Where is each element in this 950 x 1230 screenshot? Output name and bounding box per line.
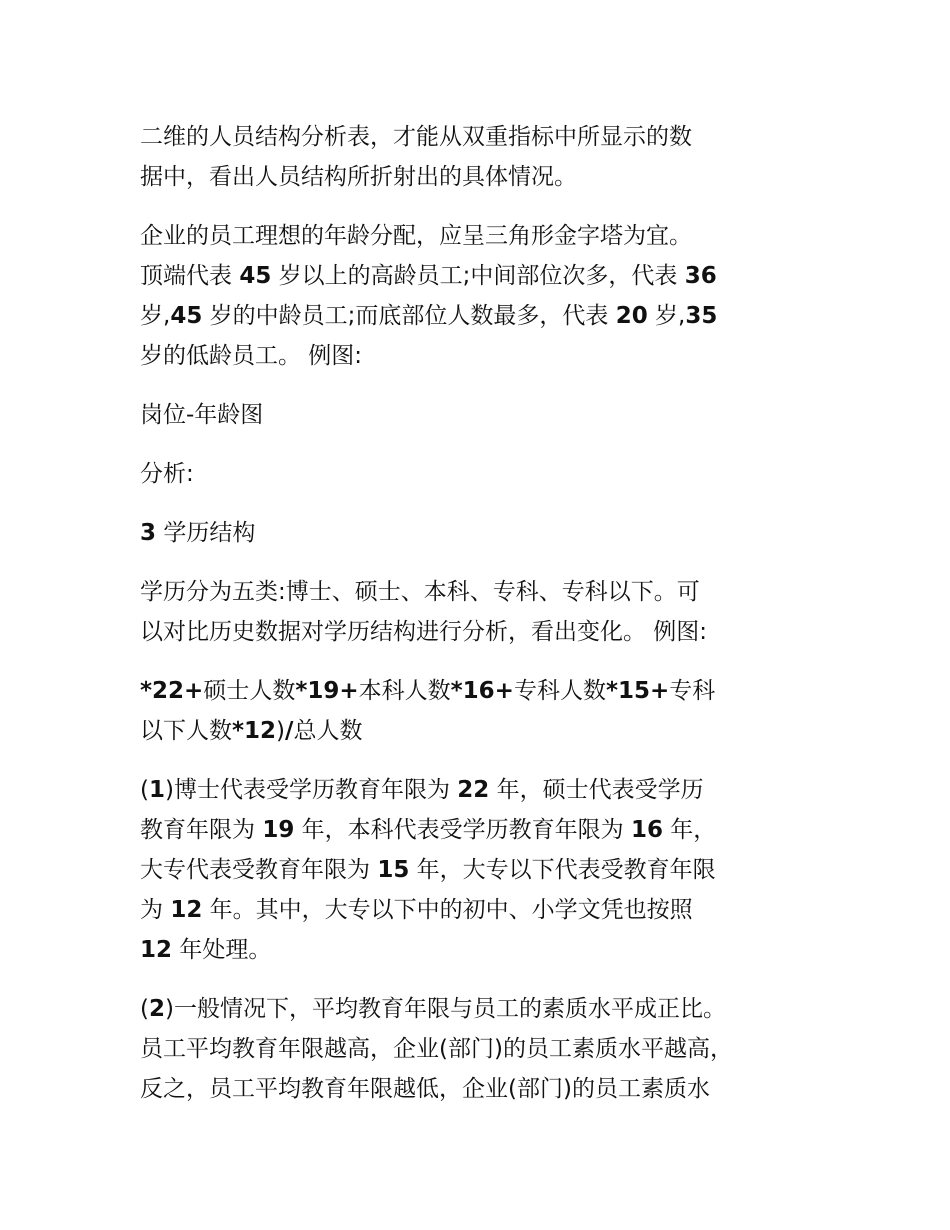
emphasized-number: *19+ bbox=[295, 678, 359, 704]
emphasized-number: 45 bbox=[239, 263, 272, 289]
emphasized-number: *15+ bbox=[605, 678, 670, 704]
emphasized-number: 45 bbox=[170, 303, 203, 329]
emphasized-number: 3 bbox=[140, 520, 157, 546]
text-line: 岁,45 岁的中龄员工;而底部位人数最多，代表 20 岁,35 bbox=[140, 303, 718, 329]
paragraph-note-1 bbox=[140, 770, 840, 970]
text-line: 以下人数*12)/总人数 bbox=[140, 718, 363, 744]
emphasized-number: 15 bbox=[377, 857, 410, 883]
text-line: 岁的低龄员工。 例图: bbox=[140, 343, 363, 369]
paragraph-analysis-label bbox=[140, 454, 840, 494]
section-heading-education bbox=[140, 513, 840, 553]
text-line: 3 学历结构 bbox=[140, 520, 256, 546]
paragraph-chart-caption bbox=[140, 395, 840, 435]
emphasized-number: *22+ bbox=[140, 678, 204, 704]
text-line: 以对比历史数据对学历结构进行分析，看出变化。 例图: bbox=[140, 619, 708, 645]
emphasized-number: 36 bbox=[684, 263, 717, 289]
emphasized-number: 12 bbox=[140, 937, 173, 963]
paragraph-note-2 bbox=[140, 989, 840, 1109]
text-line: *22+硕士人数*19+本科人数*16+专科人数*15+专科 bbox=[140, 678, 716, 704]
paragraph-structure-table bbox=[140, 117, 840, 197]
text-line: 企业的员工理想的年龄分配，应呈三角形金字塔为宜。 bbox=[140, 223, 692, 249]
emphasized-number: 12 bbox=[170, 897, 203, 923]
text-line: 大专代表受教育年限为 15 年，大专以下代表受教育年限 bbox=[140, 857, 716, 883]
emphasized-number: *12 bbox=[232, 718, 277, 744]
emphasized-number: / bbox=[285, 718, 294, 744]
emphasized-number: 35 bbox=[685, 303, 718, 329]
emphasized-number: 19 bbox=[262, 817, 295, 843]
paragraph-age-distribution bbox=[140, 216, 840, 376]
text-line: 据中，看出人员结构所折射出的具体情况。 bbox=[140, 164, 577, 190]
text-line: 12 年处理。 bbox=[140, 937, 272, 963]
emphasized-number: *16+ bbox=[450, 678, 514, 704]
text-line: (1)博士代表受学历教育年限为 22 年，硕士代表受学历 bbox=[140, 777, 704, 803]
text-line: 学历分为五类:博士、硕士、本科、专科、专科以下。可 bbox=[140, 579, 700, 605]
text-line: 岗位-年龄图 bbox=[140, 402, 264, 428]
text-line: 分析: bbox=[140, 461, 194, 487]
document-body bbox=[140, 117, 840, 1128]
text-line: 二维的人员结构分析表，才能从双重指标中所显示的数 bbox=[140, 124, 692, 150]
emphasized-number: 1 bbox=[148, 777, 165, 803]
text-line: 反之，员工平均教育年限越低，企业(部门)的员工素质水 bbox=[140, 1076, 710, 1102]
paragraph-education-categories bbox=[140, 572, 840, 652]
text-line: (2)一般情况下，平均教育年限与员工的素质水平成正比。 bbox=[140, 996, 726, 1022]
emphasized-number: 2 bbox=[148, 996, 165, 1022]
text-line: 教育年限为 19 年，本科代表受学历教育年限为 16 年， bbox=[140, 817, 717, 843]
text-line: 顶端代表 45 岁以上的高龄员工;中间部位次多，代表 36 bbox=[140, 263, 717, 289]
emphasized-number: 20 bbox=[615, 303, 648, 329]
text-line: 为 12 年。其中，大专以下中的初中、小学文凭也按照 bbox=[140, 897, 693, 923]
emphasized-number: 22 bbox=[457, 777, 490, 803]
text-line: 员工平均教育年限越高，企业(部门)的员工素质水平越高， bbox=[140, 1036, 733, 1062]
paragraph-formula bbox=[140, 671, 840, 751]
emphasized-number: 16 bbox=[630, 817, 663, 843]
